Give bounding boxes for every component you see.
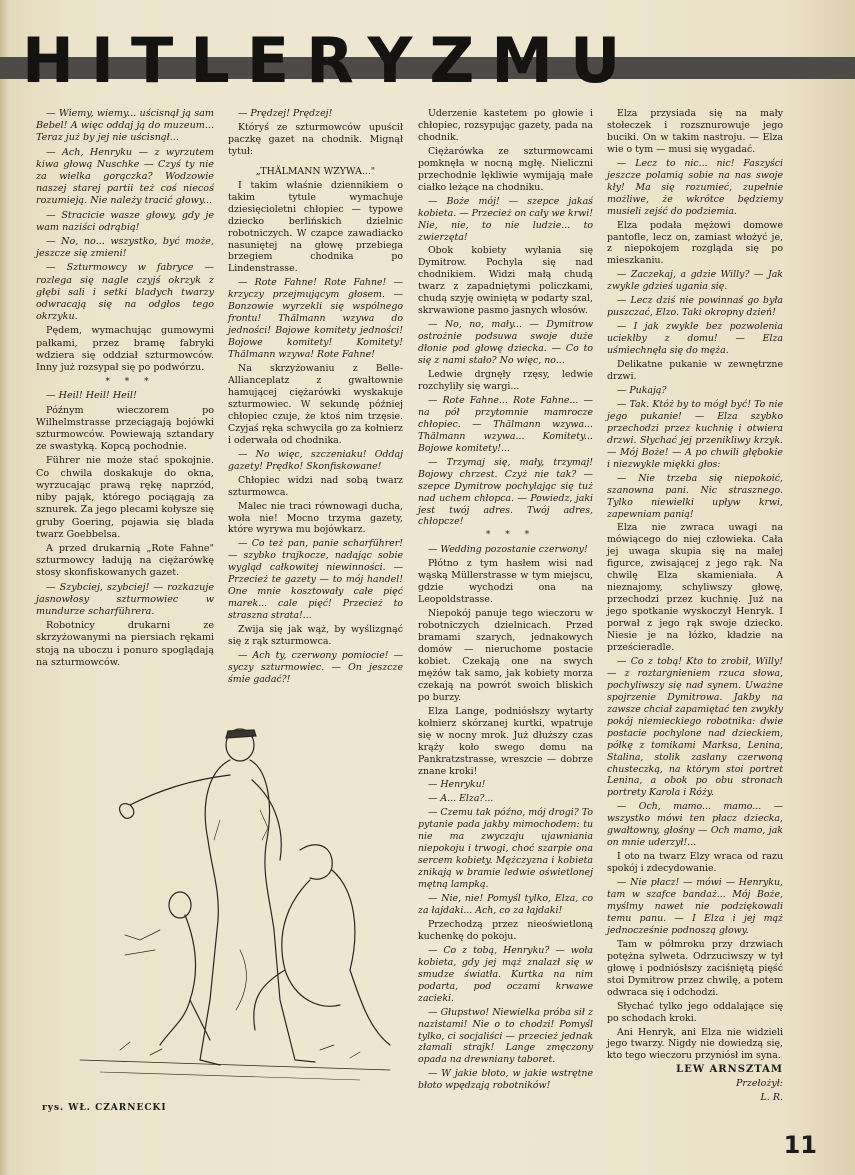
paragraph: Elza Lange, podniósłszy wytarty kołnierz skórzanej kurtki, wpatruje się w nocny mrok. Już dłuższy czas krąży koło swego domu na Pankratzstrasse, wreszcie — dobrze znane kroki! bbox=[418, 705, 593, 777]
paragraph: — Prędzej! Prędzej! bbox=[238, 108, 333, 119]
illustration-caption: rys. WŁ. CZARNECKI bbox=[42, 1103, 167, 1113]
paragraph: Późnym wieczorem po Wilhelmstrasse przeciągają bojówki szturmowców. Powiewają sztandary ze swastyką. Kopcą pochodnie. bbox=[36, 404, 214, 453]
text-column-4 bbox=[607, 108, 783, 1106]
paragraph: — No więc, szczeniaku! Oddaj gazety! Prędko! Skonfiskowane! bbox=[228, 448, 403, 472]
paragraph: — Tak. Któż by to mógł być! To nie jego pukanie! — Elza szybko przechodzi przez kuchnię i otwiera drzwi. Słychać jej przenikliwy krzyk. — Mój Boże! — A po chwili głębokie i niezwykle miękki głos: bbox=[607, 398, 783, 470]
paragraph: Na skrzyżowaniu z Belle-Allianceplatz z gwałtownie hamującej ciężarówki wyskakuje szturmowiec. W sekundę później chłopiec czuje, że ktoś nim trzęsie. Czyjaś ręka schwyciła go za kołnierz i oderwała od chodnika. bbox=[228, 363, 403, 446]
paragraph: — Lecz dziś nie powinnaś go była puszczać, Elzo. Taki okropny dzień! bbox=[607, 295, 783, 319]
section-break: * * * bbox=[105, 377, 155, 388]
paragraph: — Głupstwo! Niewielka próba sił z nazistami! Nie o to chodzi! Pomyśl tylko, ci socjaliści — przecież jednak złamali strajk! Lange zmęczony opada na drewniany taboret. bbox=[418, 1006, 593, 1066]
paragraph: — Co też pan, panie scharführer! — szybko trajkocze, nadając sobie wygląd całkowitej niewinności. — Przecież te gazety — to mój handel! One mnie kosztowały całe pięć marek... cale pięć! Przecież to straszna strata!... bbox=[228, 538, 403, 622]
paragraph: — Heil! Heil! Heil! bbox=[46, 390, 137, 402]
paragraph: — Nie płacz! — mówi — Henryku, tam w szafce bandaż... Mój Boże, myślmy nawet nie podziękowali temu panu. — I Elza i jej mąż jednocześnie podnoszą głowy. bbox=[607, 877, 783, 936]
paragraph: — Nie trzeba się niepokoić, szanowna pani. Nic strasznego. Tylko niewielki upływ krwi, zapewniam panią! bbox=[607, 472, 783, 520]
paragraph: — Szturmowcy w fabryce — rozlega się nagle czyjś okrzyk z głębi sali i setki bladych twarzy odwracają się na odgłos tego okrzyku. bbox=[36, 262, 214, 323]
paragraph: — Szybciej, szybciej! — rozkazuje jasnowłosy szturmowiec w mundurze scharführera. bbox=[36, 581, 214, 617]
paragraph: Pędem, wymachując gumowymi pałkami, przez bramę fabryki wdziera się oddział szturmowców. Inny już rozsypał się po podwórzu. bbox=[36, 325, 214, 374]
paragraph: Ledwie drgnęły rzęsy, ledwie rozchyliły się wargi... bbox=[418, 369, 593, 392]
paragraph: — No, no, mały... — Dymitrow ostrożnie podsuwa swoje duże dłonie pod głowę dziecka. — Co to się z nami stało? No więc, no... bbox=[418, 319, 593, 367]
paragraph: Niepokój panuje tego wieczoru w robotniczych dzielnicach. Przed bramami szarych, jednakowych domów — nieruchome postacie kobiet. Czekają one na swych mężów tak samo, jak kobiety morza czekają na powrót swoich bliskich po burzy. bbox=[418, 608, 593, 703]
paragraph: — Rote Fahne... Rote Fahne... — na pół przytomnie mamrocze chłopiec. — Thälmann wzywa... Thälmann wzywa... Komitety... Bojowe komitety!... bbox=[418, 394, 593, 454]
paragraph: — Co z tobą! Kto to zrobił, Willy! — z roztargnieniem rzuca słowa, pochyliwszy się nad synem. Uważne spojrzenie Dymitrowa. Jakby na zawsze chciał zapamiętać ten zwykły pokój niemieckiego robotnika: dwie postacie pochylone nad dzieckiem, półkę z tomikami Marksa, Lenina, Stalina, stolik zasłany czerwoną chusteczką, na którym stoi portret Lenina, a obok po obu stronach portrety Karola i Róży. bbox=[607, 655, 783, 799]
page-number: 11 bbox=[783, 1131, 817, 1159]
paragraph: Płótno z tym hasłem wisi nad wąską Müllerstrasse w tym miejscu, gdzie wychodzi ona na Leopoldstrasse. bbox=[418, 558, 593, 606]
paragraph: — Rote Fahne! Rote Fahne! — krzyczy przejmującym głosem. — Bonzowie wyrzekli się wspólnego frontu! Thälmann wzywa do jedności! Bojowe komitety jedności! Bojowe komitety! Komitety! Thälmann wzywa! Rote Fahne! bbox=[228, 277, 403, 361]
section-break: * * * bbox=[485, 530, 536, 541]
paragraph: Ani Henryk, ani Elza nie widzieli jego twarzy. Nigdy nie dowiedzą się, kto tego wieczoru przyniósł im syna. bbox=[607, 1026, 783, 1062]
paragraph: Któryś ze szturmowców upuścił paczkę gazet na chodnik. Mignął tytuł: bbox=[228, 121, 403, 157]
text-column-1 bbox=[36, 108, 214, 671]
paragraph: Słychać tylko jego oddalające się po schodach kroki. bbox=[607, 1000, 783, 1024]
paragraph: I takim właśnie dziennikiem o takim tytule wymachuje dziesięcioletni chłopiec — typowe dziecko berlińskich dzielnic robotniczych. W czapce zawadiacko nasuniętej na głowę przebiega brzegiem chodnika po Lindenstrasse. bbox=[228, 179, 403, 275]
translator-label: Przełożył: bbox=[735, 1078, 783, 1090]
paragraph: Elza przysiada się na mały stołeczek i rozsznurowuje jego buciki. On w takim nastroju. — Elza wie o tym — musi się wygadać. bbox=[607, 108, 783, 155]
paragraph: — Ach, Henryku — z wyrzutem kiwa głową Nuschke — Czyś ty nie za wielka gorączka? Wodzowie naszej starej partii też coś niecoś rozumieją. Nie należy tracić głowy... bbox=[36, 146, 214, 207]
paragraph: — No, no... wszystko, być może, jeszcze się zmieni! bbox=[36, 236, 214, 260]
paragraph: — Co z tobą, Henryku? — woła kobieta, gdy jej mąż znalazł się w smudze światła. Kurtka na nim podarta, pod oczami krwawe zacieki. bbox=[418, 944, 593, 1004]
paragraph: Elza nie zwraca uwagi na mówiącego do niej człowieka. Cała jej uwaga skupia się na małej figurce, zwisającej z jego rąk. Na chwilę Elza skamieniała. A nieznajomy, schyliwszy głowę, przechodzi przez kuchnię. Już na jego spotkanie wyskoczył Henryk. I porwał z jego rąk swoje dziecko. Niesie je na łóżko, kładzie na prześcieradle. bbox=[607, 522, 783, 653]
paragraph: — Boże mój! — szepce jakaś kobieta. — Przecież on cały we krwi! Nie, nie, to nie ludzie... to zwierzęta! bbox=[418, 195, 593, 243]
paragraph: Delikatne pukanie w zewnętrzne drzwi. bbox=[607, 359, 783, 383]
paragraph: — Trzymaj się, mały, trzymaj! Bojowy chrzest. Czyż nie tak? — szepce Dymitrow pochylając się tuż nad uchem chłopca. — Powiedz, jaki jest twój adres. Twój adres, chłopcze! bbox=[418, 456, 593, 528]
paragraph: Zwija się jak wąż, by wyślizgnąć się z rąk szturmowca. bbox=[228, 624, 403, 648]
paragraph: — Zaczekaj, a gdzie Willy? — Jak zwykle gdzieś ugania się. bbox=[607, 269, 783, 293]
paragraph: — Ach ty, czerwony pomiocie! — syczy szturmowiec. — On jeszcze śmie gadać?! bbox=[228, 649, 403, 685]
text-column-2 bbox=[228, 108, 403, 688]
paragraph: — Nie, nie! Pomyśl tylko, Elza, co za łajdaki... Ach, co za łajdaki! bbox=[418, 893, 593, 916]
text-column-3 bbox=[418, 108, 593, 1094]
paragraph: — Och, mamo... mamo... — wszystko mówi ten płacz dziecka, gwałtowny, głośny — Och mamo, jak on mnie uderzył!... bbox=[607, 801, 783, 849]
paragraph: Tam w półmroku przy drzwiach potężna sylweta. Odrzuciwszy w tył głowę i podniósłszy zaciśniętą pięść stoi Dymitrow przez chwilę, a potem odwraca się i odchodzi. bbox=[607, 938, 783, 998]
paragraph: Elza podała mężowi domowe pantofle, lecz on, zamiast włożyć je, z niepokojem rozgląda się po mieszkaniu. bbox=[607, 219, 783, 267]
paragraph: — Czemu tak późno, mój drogi? To pytanie pada jakby mimochodem: tu nie ma zwyczaju ujawniania niepokoju i trwogi, choć szarpie ona sercem kobiety. Mężczyzna i kobieta znikają w bramie ledwie oświetlonej mętną lampką. bbox=[418, 807, 593, 891]
paragraph: Malec nie traci równowagi ducha, woła nie! Mocno trzyma gazety, które wyrywa mu bojówkarz. bbox=[228, 500, 403, 536]
paragraph: — Stracicie wasze głowy, gdy je wam naziści odrąbią! bbox=[36, 209, 214, 233]
paragraph: — Wiemy, wiemy... uścisnął ją sam Bebel! A więc oddaj ją do muzeum... Teraz już by jej nie uścisnął... bbox=[36, 108, 214, 144]
paragraph: Obok kobiety wyłania się Dymitrow. Pochyla się nad chodnikiem. Widzi małą chudą twarz z zapadniętymi policzkami, chudą szyję owiniętą w podarty szal, skrwawione pasmo jasnych włosów. bbox=[418, 245, 593, 317]
paragraph: A przed drukarnią „Rote Fahne" szturmowcy ładują na ciężarówkę stosy skonfiskowanych gazet. bbox=[36, 542, 214, 579]
paragraph: — A... Elza?... bbox=[428, 793, 494, 805]
paragraph: I oto na twarz Elzy wraca od razu spokój i zdecydowanie. bbox=[607, 851, 783, 875]
paragraph: — Henryku! bbox=[428, 779, 486, 791]
headline-quote: „THÄLMANN WZYWA..." bbox=[255, 165, 376, 177]
author-signature: LEW ARNSZTAM bbox=[676, 1064, 783, 1076]
illustration-sketch bbox=[60, 700, 410, 1100]
paragraph: Przechodzą przez nieoświetloną kuchenkę do pokoju. bbox=[418, 918, 593, 942]
paragraph: — Wedding pozostanie czerwony! bbox=[428, 544, 588, 556]
paragraph: — Lecz to nic... nic! Faszyści jeszcze polamią sobie na nas swoje kły! Ma się rozumieć, zupełnie możliwe, że wkrótce będziemy musieli zejść do podziemia. bbox=[607, 157, 783, 217]
page-fold-shadow bbox=[0, 0, 10, 1175]
paragraph: Führer nie może stać spokojnie. Co chwila doskakuje do okna, wyrzucając prawą rękę naprzód, niby pająk, którego pociągają za sznurek. Za jego plecami kołysze się gruby Goering, pojawia się blada twarz Goebbelsa. bbox=[36, 455, 214, 540]
paragraph: Ciężarówka ze szturmowcami pomknęła w nocną mgłę. Nieliczni przechodnie lękliwie wymijają małe ciałko leżące na chodniku. bbox=[418, 145, 593, 193]
paragraph: Chłopiec widzi nad sobą twarz szturmowca. bbox=[228, 474, 403, 498]
paragraph: Robotnicy drukarni ze skrzyżowanymi na piersiach rękami stoją na uboczu i ponuro spoglądają na szturmowców. bbox=[36, 620, 214, 668]
paragraph: Uderzenie kastetem po głowie i chłopiec, rozsypując gazety, pada na chodnik. bbox=[418, 108, 593, 143]
paragraph: — Pukają? bbox=[617, 384, 667, 396]
translator-name: L. R. bbox=[760, 1092, 783, 1104]
paragraph: — I jak zwykle bez pozwolenia uciekłby z domu! — Elza uśmiechnęła się do męża. bbox=[607, 321, 783, 357]
page-title: HITLERYZMU bbox=[22, 24, 638, 97]
paragraph: — W jakie błoto, w jakie wstrętne błoto wpędzają robotników! bbox=[418, 1068, 593, 1092]
